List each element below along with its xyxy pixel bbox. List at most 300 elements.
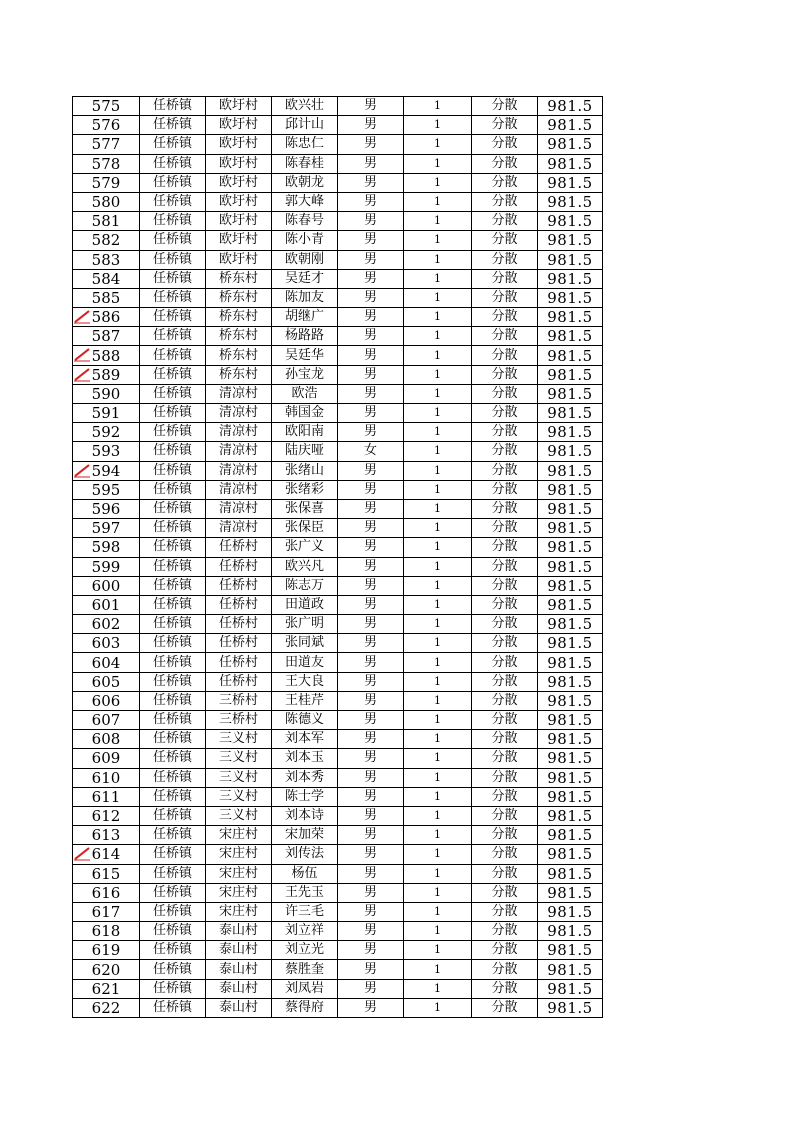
gender-cell: 男 bbox=[338, 576, 404, 595]
table-row bbox=[73, 461, 603, 480]
count-cell: 1 bbox=[404, 806, 472, 825]
count-cell: 1 bbox=[404, 941, 472, 960]
village-cell: 三桥村 bbox=[206, 691, 272, 710]
count-cell: 1 bbox=[404, 423, 472, 442]
name-cell: 吴廷才 bbox=[272, 269, 338, 288]
type-cell: 分散 bbox=[472, 902, 538, 921]
amount-cell: 981.5 bbox=[538, 346, 603, 365]
gender-cell: 男 bbox=[338, 922, 404, 941]
gender-cell: 男 bbox=[338, 845, 404, 864]
amount-cell: 981.5 bbox=[538, 960, 603, 979]
table-row bbox=[73, 787, 603, 806]
table-row bbox=[73, 538, 603, 557]
table-row bbox=[73, 384, 603, 403]
row-number: 580 bbox=[73, 192, 140, 211]
count-cell: 1 bbox=[404, 634, 472, 653]
amount-cell: 981.5 bbox=[538, 327, 603, 346]
name-cell: 陈加友 bbox=[272, 288, 338, 307]
amount-cell: 981.5 bbox=[538, 308, 603, 327]
village-cell: 清凉村 bbox=[206, 519, 272, 538]
amount-cell: 981.5 bbox=[538, 135, 603, 154]
village-cell: 桥东村 bbox=[206, 365, 272, 384]
type-cell: 分散 bbox=[472, 711, 538, 730]
gender-cell: 男 bbox=[338, 308, 404, 327]
table-row bbox=[73, 499, 603, 518]
town-cell: 任桥镇 bbox=[140, 499, 206, 518]
amount-cell: 981.5 bbox=[538, 826, 603, 845]
comment-marker-icon[interactable] bbox=[73, 347, 91, 361]
type-cell: 分散 bbox=[472, 288, 538, 307]
amount-cell: 981.5 bbox=[538, 288, 603, 307]
count-cell: 1 bbox=[404, 538, 472, 557]
village-cell: 宋庄村 bbox=[206, 845, 272, 864]
type-cell: 分散 bbox=[472, 826, 538, 845]
gender-cell: 男 bbox=[338, 288, 404, 307]
table-row bbox=[73, 327, 603, 346]
village-cell: 任桥村 bbox=[206, 634, 272, 653]
amount-cell: 981.5 bbox=[538, 922, 603, 941]
row-number: 598 bbox=[73, 538, 140, 557]
table-row bbox=[73, 576, 603, 595]
row-number: 617 bbox=[73, 902, 140, 921]
type-cell: 分散 bbox=[472, 173, 538, 192]
row-number: 603 bbox=[73, 634, 140, 653]
name-cell: 王大良 bbox=[272, 672, 338, 691]
row-number: 584 bbox=[73, 269, 140, 288]
town-cell: 任桥镇 bbox=[140, 288, 206, 307]
comment-marker-icon[interactable] bbox=[73, 367, 91, 381]
name-cell: 郭大峰 bbox=[272, 192, 338, 211]
count-cell: 1 bbox=[404, 154, 472, 173]
type-cell: 分散 bbox=[472, 653, 538, 672]
name-cell: 宋加荣 bbox=[272, 826, 338, 845]
name-cell: 张同斌 bbox=[272, 634, 338, 653]
gender-cell: 男 bbox=[338, 768, 404, 787]
comment-marker-icon[interactable] bbox=[73, 463, 91, 477]
village-cell: 欧圩村 bbox=[206, 135, 272, 154]
gender-cell: 男 bbox=[338, 730, 404, 749]
name-cell: 王桂芹 bbox=[272, 691, 338, 710]
town-cell: 任桥镇 bbox=[140, 826, 206, 845]
amount-cell: 981.5 bbox=[538, 442, 603, 461]
town-cell: 任桥镇 bbox=[140, 615, 206, 634]
row-number: 610 bbox=[73, 768, 140, 787]
amount-cell: 981.5 bbox=[538, 461, 603, 480]
type-cell: 分散 bbox=[472, 499, 538, 518]
count-cell: 1 bbox=[404, 691, 472, 710]
type-cell: 分散 bbox=[472, 768, 538, 787]
name-cell: 欧朝龙 bbox=[272, 173, 338, 192]
village-cell: 任桥村 bbox=[206, 557, 272, 576]
village-cell: 泰山村 bbox=[206, 922, 272, 941]
type-cell: 分散 bbox=[472, 480, 538, 499]
row-number: 606 bbox=[73, 691, 140, 710]
village-cell: 清凉村 bbox=[206, 442, 272, 461]
gender-cell: 男 bbox=[338, 192, 404, 211]
town-cell: 任桥镇 bbox=[140, 922, 206, 941]
name-cell: 张广明 bbox=[272, 615, 338, 634]
name-cell: 刘立祥 bbox=[272, 922, 338, 941]
village-cell: 清凉村 bbox=[206, 423, 272, 442]
amount-cell: 981.5 bbox=[538, 365, 603, 384]
gender-cell: 男 bbox=[338, 461, 404, 480]
name-cell: 张保臣 bbox=[272, 519, 338, 538]
village-cell: 欧圩村 bbox=[206, 250, 272, 269]
name-cell: 刘本军 bbox=[272, 730, 338, 749]
count-cell: 1 bbox=[404, 346, 472, 365]
row-number: 585 bbox=[73, 288, 140, 307]
amount-cell: 981.5 bbox=[538, 787, 603, 806]
village-cell: 桥东村 bbox=[206, 269, 272, 288]
gender-cell: 男 bbox=[338, 960, 404, 979]
town-cell: 任桥镇 bbox=[140, 902, 206, 921]
village-cell: 任桥村 bbox=[206, 538, 272, 557]
gender-cell: 男 bbox=[338, 519, 404, 538]
town-cell: 任桥镇 bbox=[140, 308, 206, 327]
table-row bbox=[73, 595, 603, 614]
table-row bbox=[73, 480, 603, 499]
row-number: 616 bbox=[73, 883, 140, 902]
table-row bbox=[73, 365, 603, 384]
gender-cell: 男 bbox=[338, 826, 404, 845]
comment-marker-icon[interactable] bbox=[73, 846, 91, 860]
town-cell: 任桥镇 bbox=[140, 672, 206, 691]
town-cell: 任桥镇 bbox=[140, 250, 206, 269]
town-cell: 任桥镇 bbox=[140, 768, 206, 787]
name-cell: 刘凤岩 bbox=[272, 979, 338, 998]
village-cell: 三义村 bbox=[206, 768, 272, 787]
amount-cell: 981.5 bbox=[538, 979, 603, 998]
type-cell: 分散 bbox=[472, 423, 538, 442]
count-cell: 1 bbox=[404, 173, 472, 192]
name-cell: 陈士学 bbox=[272, 787, 338, 806]
town-cell: 任桥镇 bbox=[140, 480, 206, 499]
count-cell: 1 bbox=[404, 672, 472, 691]
gender-cell: 男 bbox=[338, 173, 404, 192]
name-cell: 孙宝龙 bbox=[272, 365, 338, 384]
row-number: 599 bbox=[73, 557, 140, 576]
count-cell: 1 bbox=[404, 269, 472, 288]
gender-cell: 男 bbox=[338, 404, 404, 423]
amount-cell: 981.5 bbox=[538, 711, 603, 730]
gender-cell: 男 bbox=[338, 941, 404, 960]
row-number: 591 bbox=[73, 404, 140, 423]
type-cell: 分散 bbox=[472, 634, 538, 653]
name-cell: 陈春桂 bbox=[272, 154, 338, 173]
amount-cell: 981.5 bbox=[538, 97, 603, 116]
village-cell: 任桥村 bbox=[206, 653, 272, 672]
amount-cell: 981.5 bbox=[538, 384, 603, 403]
type-cell: 分散 bbox=[472, 749, 538, 768]
gender-cell: 男 bbox=[338, 864, 404, 883]
name-cell: 刘本玉 bbox=[272, 749, 338, 768]
amount-cell: 981.5 bbox=[538, 192, 603, 211]
town-cell: 任桥镇 bbox=[140, 595, 206, 614]
name-cell: 欧朝刚 bbox=[272, 250, 338, 269]
type-cell: 分散 bbox=[472, 154, 538, 173]
count-cell: 1 bbox=[404, 768, 472, 787]
row-number: 590 bbox=[73, 384, 140, 403]
row-number: 575 bbox=[73, 97, 140, 116]
row-number: 601 bbox=[73, 595, 140, 614]
name-cell: 许三毛 bbox=[272, 902, 338, 921]
count-cell: 1 bbox=[404, 787, 472, 806]
village-cell: 宋庄村 bbox=[206, 902, 272, 921]
amount-cell: 981.5 bbox=[538, 538, 603, 557]
type-cell: 分散 bbox=[472, 864, 538, 883]
gender-cell: 男 bbox=[338, 327, 404, 346]
amount-cell: 981.5 bbox=[538, 806, 603, 825]
table-row bbox=[73, 864, 603, 883]
count-cell: 1 bbox=[404, 979, 472, 998]
table-row bbox=[73, 883, 603, 902]
row-number: 596 bbox=[73, 499, 140, 518]
row-number: 577 bbox=[73, 135, 140, 154]
town-cell: 任桥镇 bbox=[140, 941, 206, 960]
gender-cell: 男 bbox=[338, 346, 404, 365]
table-row bbox=[73, 653, 603, 672]
type-cell: 分散 bbox=[472, 461, 538, 480]
count-cell: 1 bbox=[404, 864, 472, 883]
name-cell: 陈志万 bbox=[272, 576, 338, 595]
table-row bbox=[73, 346, 603, 365]
gender-cell: 男 bbox=[338, 998, 404, 1017]
name-cell: 王先玉 bbox=[272, 883, 338, 902]
name-cell: 刘立光 bbox=[272, 941, 338, 960]
count-cell: 1 bbox=[404, 902, 472, 921]
town-cell: 任桥镇 bbox=[140, 212, 206, 231]
gender-cell: 女 bbox=[338, 442, 404, 461]
type-cell: 分散 bbox=[472, 998, 538, 1017]
count-cell: 1 bbox=[404, 384, 472, 403]
gender-cell: 男 bbox=[338, 749, 404, 768]
count-cell: 1 bbox=[404, 595, 472, 614]
name-cell: 吴廷华 bbox=[272, 346, 338, 365]
count-cell: 1 bbox=[404, 730, 472, 749]
type-cell: 分散 bbox=[472, 730, 538, 749]
gender-cell: 男 bbox=[338, 269, 404, 288]
table-row bbox=[73, 998, 603, 1017]
name-cell: 陈小青 bbox=[272, 231, 338, 250]
count-cell: 1 bbox=[404, 212, 472, 231]
gender-cell: 男 bbox=[338, 384, 404, 403]
row-number: 602 bbox=[73, 615, 140, 634]
type-cell: 分散 bbox=[472, 442, 538, 461]
type-cell: 分散 bbox=[472, 557, 538, 576]
town-cell: 任桥镇 bbox=[140, 404, 206, 423]
data-table bbox=[72, 96, 603, 1018]
town-cell: 任桥镇 bbox=[140, 269, 206, 288]
row-number: 607 bbox=[73, 711, 140, 730]
amount-cell: 981.5 bbox=[538, 653, 603, 672]
type-cell: 分散 bbox=[472, 576, 538, 595]
town-cell: 任桥镇 bbox=[140, 327, 206, 346]
village-cell: 泰山村 bbox=[206, 998, 272, 1017]
type-cell: 分散 bbox=[472, 212, 538, 231]
table-row bbox=[73, 308, 603, 327]
village-cell: 欧圩村 bbox=[206, 173, 272, 192]
type-cell: 分散 bbox=[472, 691, 538, 710]
name-cell: 欧兴壮 bbox=[272, 97, 338, 116]
name-cell: 邱计山 bbox=[272, 116, 338, 135]
amount-cell: 981.5 bbox=[538, 404, 603, 423]
town-cell: 任桥镇 bbox=[140, 653, 206, 672]
name-cell: 陈春号 bbox=[272, 212, 338, 231]
town-cell: 任桥镇 bbox=[140, 730, 206, 749]
name-cell: 刘本诗 bbox=[272, 806, 338, 825]
count-cell: 1 bbox=[404, 998, 472, 1017]
town-cell: 任桥镇 bbox=[140, 97, 206, 116]
row-number: 594 bbox=[73, 461, 140, 480]
village-cell: 三义村 bbox=[206, 749, 272, 768]
type-cell: 分散 bbox=[472, 250, 538, 269]
name-cell: 蔡得府 bbox=[272, 998, 338, 1017]
gender-cell: 男 bbox=[338, 653, 404, 672]
town-cell: 任桥镇 bbox=[140, 365, 206, 384]
table-row bbox=[73, 173, 603, 192]
town-cell: 任桥镇 bbox=[140, 231, 206, 250]
town-cell: 任桥镇 bbox=[140, 979, 206, 998]
name-cell: 田道友 bbox=[272, 653, 338, 672]
amount-cell: 981.5 bbox=[538, 864, 603, 883]
type-cell: 分散 bbox=[472, 308, 538, 327]
row-number: 612 bbox=[73, 806, 140, 825]
gender-cell: 男 bbox=[338, 212, 404, 231]
row-number: 576 bbox=[73, 116, 140, 135]
village-cell: 桥东村 bbox=[206, 308, 272, 327]
table-row bbox=[73, 442, 603, 461]
village-cell: 清凉村 bbox=[206, 480, 272, 499]
gender-cell: 男 bbox=[338, 883, 404, 902]
table-row bbox=[73, 231, 603, 250]
amount-cell: 981.5 bbox=[538, 902, 603, 921]
count-cell: 1 bbox=[404, 653, 472, 672]
village-cell: 泰山村 bbox=[206, 960, 272, 979]
type-cell: 分散 bbox=[472, 672, 538, 691]
table-row bbox=[73, 941, 603, 960]
count-cell: 1 bbox=[404, 308, 472, 327]
village-cell: 清凉村 bbox=[206, 499, 272, 518]
town-cell: 任桥镇 bbox=[140, 845, 206, 864]
table-row bbox=[73, 922, 603, 941]
type-cell: 分散 bbox=[472, 960, 538, 979]
table-row bbox=[73, 519, 603, 538]
village-cell: 宋庄村 bbox=[206, 826, 272, 845]
count-cell: 1 bbox=[404, 519, 472, 538]
table-body bbox=[73, 97, 603, 1018]
amount-cell: 981.5 bbox=[538, 672, 603, 691]
amount-cell: 981.5 bbox=[538, 615, 603, 634]
town-cell: 任桥镇 bbox=[140, 384, 206, 403]
gender-cell: 男 bbox=[338, 116, 404, 135]
amount-cell: 981.5 bbox=[538, 576, 603, 595]
name-cell: 杨路路 bbox=[272, 327, 338, 346]
type-cell: 分散 bbox=[472, 979, 538, 998]
town-cell: 任桥镇 bbox=[140, 691, 206, 710]
town-cell: 任桥镇 bbox=[140, 634, 206, 653]
village-cell: 欧圩村 bbox=[206, 231, 272, 250]
comment-marker-icon[interactable] bbox=[73, 309, 91, 323]
count-cell: 1 bbox=[404, 404, 472, 423]
gender-cell: 男 bbox=[338, 135, 404, 154]
town-cell: 任桥镇 bbox=[140, 711, 206, 730]
name-cell: 杨伍 bbox=[272, 864, 338, 883]
row-number: 600 bbox=[73, 576, 140, 595]
gender-cell: 男 bbox=[338, 979, 404, 998]
village-cell: 清凉村 bbox=[206, 404, 272, 423]
name-cell: 刘本秀 bbox=[272, 768, 338, 787]
amount-cell: 981.5 bbox=[538, 231, 603, 250]
village-cell: 清凉村 bbox=[206, 461, 272, 480]
gender-cell: 男 bbox=[338, 499, 404, 518]
table-row bbox=[73, 135, 603, 154]
table-row bbox=[73, 845, 603, 864]
row-number: 619 bbox=[73, 941, 140, 960]
amount-cell: 981.5 bbox=[538, 154, 603, 173]
amount-cell: 981.5 bbox=[538, 845, 603, 864]
name-cell: 张广义 bbox=[272, 538, 338, 557]
table-row bbox=[73, 154, 603, 173]
type-cell: 分散 bbox=[472, 787, 538, 806]
type-cell: 分散 bbox=[472, 615, 538, 634]
type-cell: 分散 bbox=[472, 269, 538, 288]
gender-cell: 男 bbox=[338, 711, 404, 730]
table-row bbox=[73, 557, 603, 576]
type-cell: 分散 bbox=[472, 327, 538, 346]
row-number: 605 bbox=[73, 672, 140, 691]
name-cell: 张绪彩 bbox=[272, 480, 338, 499]
table-row bbox=[73, 749, 603, 768]
count-cell: 1 bbox=[404, 327, 472, 346]
row-number: 583 bbox=[73, 250, 140, 269]
town-cell: 任桥镇 bbox=[140, 154, 206, 173]
amount-cell: 981.5 bbox=[538, 519, 603, 538]
count-cell: 1 bbox=[404, 288, 472, 307]
count-cell: 1 bbox=[404, 922, 472, 941]
village-cell: 清凉村 bbox=[206, 384, 272, 403]
village-cell: 桥东村 bbox=[206, 346, 272, 365]
table-row bbox=[73, 404, 603, 423]
table-row bbox=[73, 691, 603, 710]
row-number: 579 bbox=[73, 173, 140, 192]
gender-cell: 男 bbox=[338, 423, 404, 442]
type-cell: 分散 bbox=[472, 845, 538, 864]
table-row bbox=[73, 711, 603, 730]
name-cell: 韩国金 bbox=[272, 404, 338, 423]
gender-cell: 男 bbox=[338, 480, 404, 499]
name-cell: 欧浩 bbox=[272, 384, 338, 403]
town-cell: 任桥镇 bbox=[140, 135, 206, 154]
gender-cell: 男 bbox=[338, 231, 404, 250]
table-row bbox=[73, 730, 603, 749]
amount-cell: 981.5 bbox=[538, 250, 603, 269]
table-row bbox=[73, 615, 603, 634]
count-cell: 1 bbox=[404, 480, 472, 499]
count-cell: 1 bbox=[404, 711, 472, 730]
town-cell: 任桥镇 bbox=[140, 461, 206, 480]
village-cell: 欧圩村 bbox=[206, 116, 272, 135]
count-cell: 1 bbox=[404, 576, 472, 595]
village-cell: 三义村 bbox=[206, 806, 272, 825]
table-row bbox=[73, 826, 603, 845]
type-cell: 分散 bbox=[472, 883, 538, 902]
name-cell: 张绪山 bbox=[272, 461, 338, 480]
town-cell: 任桥镇 bbox=[140, 538, 206, 557]
name-cell: 欧兴凡 bbox=[272, 557, 338, 576]
town-cell: 任桥镇 bbox=[140, 116, 206, 135]
amount-cell: 981.5 bbox=[538, 116, 603, 135]
count-cell: 1 bbox=[404, 749, 472, 768]
